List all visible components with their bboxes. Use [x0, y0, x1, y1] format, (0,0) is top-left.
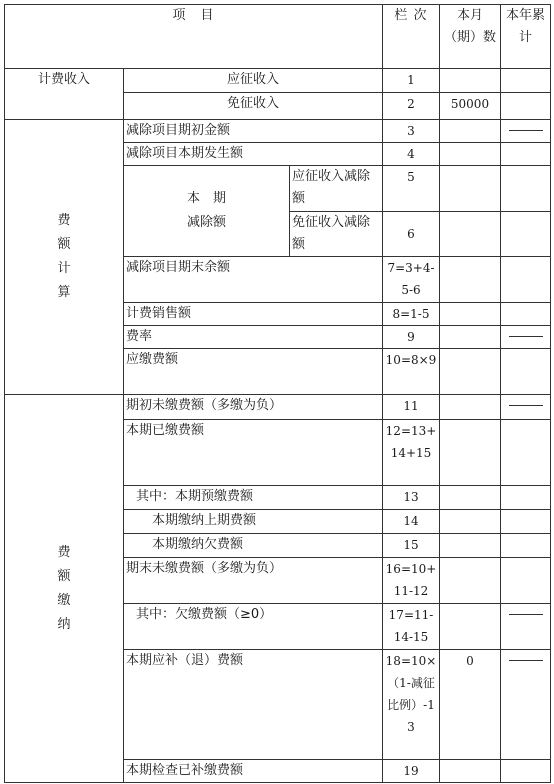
row-number: 19: [383, 760, 440, 783]
not-applicable-dash: [509, 130, 543, 131]
month-value-cell[interactable]: [440, 326, 501, 349]
row-label: 期初未缴费额（多缴为负）: [124, 395, 383, 420]
month-value-cell[interactable]: [440, 166, 501, 212]
row-number: 16=10+11-12: [383, 558, 440, 604]
row-number: 14: [383, 510, 440, 534]
not-applicable-dash: [509, 660, 543, 661]
year-value-cell[interactable]: [501, 143, 551, 166]
month-value-cell[interactable]: [440, 349, 501, 395]
month-value-cell[interactable]: [440, 120, 501, 143]
group-calc-char: 计: [57, 261, 71, 276]
header-month-amount: 本月（期）数: [440, 5, 501, 69]
group-pay-label: [5, 395, 124, 783]
group-pay-char: 缴: [57, 592, 71, 608]
year-value-cell: [501, 604, 551, 650]
year-value-cell: [501, 395, 551, 420]
deduction-sub-line: 减除额: [186, 215, 226, 230]
not-applicable-dash: [509, 614, 543, 615]
fee-declaration-table: [4, 4, 551, 783]
year-value-cell[interactable]: [501, 303, 551, 326]
row-number: 2: [383, 93, 440, 120]
group-calc-char: 额: [57, 237, 71, 252]
month-value-cell[interactable]: [440, 257, 501, 303]
row-label: 免征收入: [124, 93, 383, 120]
header-item: 项 目: [5, 5, 383, 69]
row-label: 本期已缴费额: [124, 420, 383, 486]
month-value-cell[interactable]: [440, 558, 501, 604]
row-number: 4: [383, 143, 440, 166]
not-applicable-dash: [509, 336, 543, 337]
row-number: 11: [383, 395, 440, 420]
row-label: 应缴费额: [124, 349, 383, 395]
group-calc-char: 费: [57, 213, 71, 228]
row-label: 期末未缴费额（多缴为负）: [124, 558, 383, 604]
header-column-number: 栏 次: [383, 5, 440, 69]
month-value-cell[interactable]: [440, 510, 501, 534]
month-value-cell[interactable]: [440, 303, 501, 326]
group-pay-char: 纳: [57, 616, 71, 632]
not-applicable-dash: [509, 405, 543, 406]
year-value-cell[interactable]: [501, 93, 551, 120]
row-label: 应征收入减除额: [290, 166, 383, 212]
row-number: 15: [383, 534, 440, 558]
year-value-cell[interactable]: [501, 534, 551, 558]
row-number: 3: [383, 120, 440, 143]
year-value-cell[interactable]: [501, 420, 551, 486]
header-year-total: 本年累计: [501, 5, 551, 69]
year-value-cell: [501, 326, 551, 349]
year-value-cell: [501, 120, 551, 143]
year-value-cell[interactable]: [501, 486, 551, 510]
year-value-cell[interactable]: [501, 349, 551, 395]
row-label: 其中：本期预缴费额: [124, 486, 383, 510]
year-value-cell[interactable]: [501, 760, 551, 783]
year-value-cell[interactable]: [501, 69, 551, 93]
row-number: 8=1-5: [383, 303, 440, 326]
month-value-cell[interactable]: [440, 760, 501, 783]
year-value-cell: [501, 650, 551, 760]
row-number: 9: [383, 326, 440, 349]
row-number: 6: [383, 212, 440, 257]
year-value-cell[interactable]: [501, 212, 551, 257]
row-number: 10=8×9: [383, 349, 440, 395]
month-value-cell[interactable]: [440, 604, 501, 650]
month-value-cell[interactable]: [440, 143, 501, 166]
month-value-cell[interactable]: [440, 69, 501, 93]
row-number: 7=3+4-5-6: [383, 257, 440, 303]
month-value-cell[interactable]: [440, 420, 501, 486]
month-value-cell[interactable]: [440, 212, 501, 257]
row-label: 免征收入减除额: [290, 212, 383, 257]
row-label: 本期缴纳欠费额: [124, 534, 383, 558]
row-number: 17=11-14-15: [383, 604, 440, 650]
row-number: 13: [383, 486, 440, 510]
row-label: 其中：欠缴费额（≥0）: [124, 604, 383, 650]
month-value-cell[interactable]: [440, 486, 501, 510]
year-value-cell[interactable]: [501, 166, 551, 212]
row-number: 18=10×（1-减征比例）-13: [383, 650, 440, 760]
month-value-cell[interactable]: [440, 395, 501, 420]
row-number: 5: [383, 166, 440, 212]
row-label: 费率: [124, 326, 383, 349]
month-value-cell[interactable]: 50000: [440, 93, 501, 120]
row-label: 计费销售额: [124, 303, 383, 326]
group-pay-char: 费: [57, 544, 71, 560]
group-calc-label: [5, 120, 124, 395]
row-label: 减除项目期初金额: [124, 120, 383, 143]
group-calc-char: 算: [57, 285, 71, 300]
row-label: 减除项目期末余额: [124, 257, 383, 303]
row-label: 本期检查已补缴费额: [124, 760, 383, 783]
row-number: 1: [383, 69, 440, 93]
row-label: 减除项目本期发生额: [124, 143, 383, 166]
year-value-cell[interactable]: [501, 257, 551, 303]
deduction-sub-label: [124, 166, 290, 257]
row-label: 应征收入: [124, 69, 383, 93]
row-number: 12=13+14+15: [383, 420, 440, 486]
row-label: 本期缴纳上期费额: [124, 510, 383, 534]
row-label: 本期应补（退）费额: [124, 650, 383, 760]
month-value-cell[interactable]: [440, 534, 501, 558]
year-value-cell[interactable]: [501, 510, 551, 534]
deduction-sub-line: 本 期: [186, 191, 226, 206]
year-value-cell[interactable]: [501, 558, 551, 604]
month-value-cell[interactable]: 0: [440, 650, 501, 760]
group-pay-char: 额: [57, 568, 71, 584]
group-income-label: 计费收入: [5, 69, 124, 120]
